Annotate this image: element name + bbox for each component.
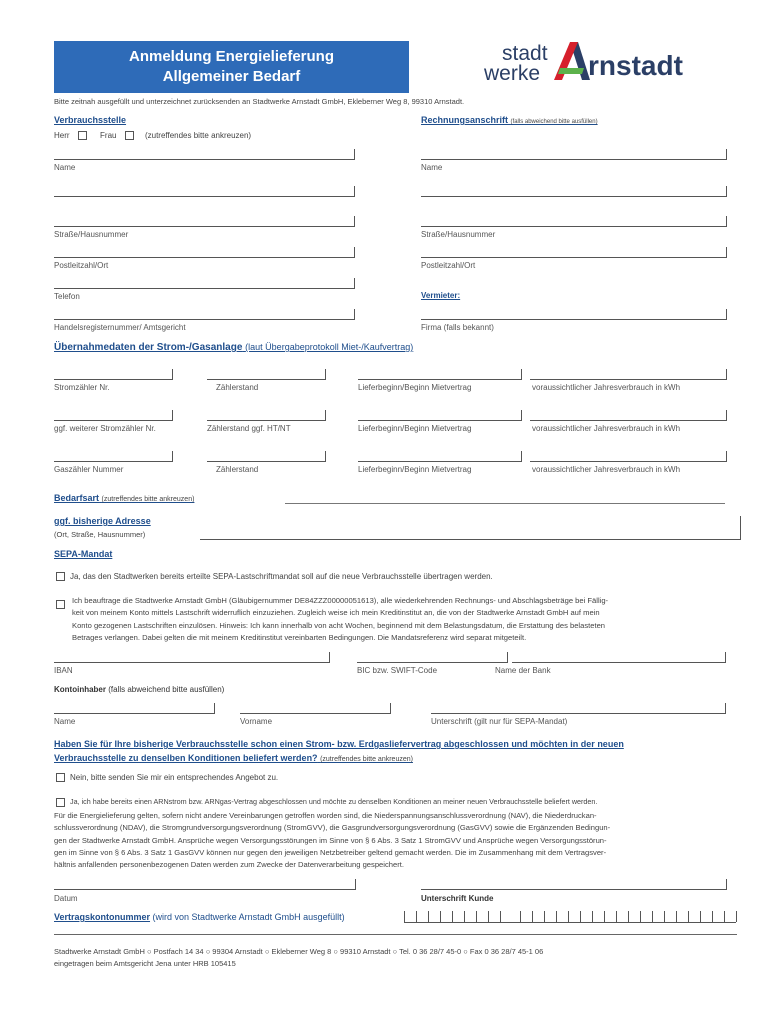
- ra-name2-field[interactable]: [421, 196, 726, 197]
- stadtwerke-logo: [480, 36, 720, 96]
- digit-box-divider: [580, 911, 581, 922]
- field-tick: [325, 369, 326, 380]
- ki-name-field[interactable]: [54, 713, 214, 714]
- datum-field[interactable]: [54, 889, 355, 890]
- gasjahresverbrauch-field[interactable]: [530, 461, 726, 462]
- sepa-text-line: Konto gezogenen Lastschriften einzulösen. Hinweis: Ich kann innerhalb von acht Wochen, beginnend mit dem Belastungsdatum, die Erstattung des belasteten: [72, 620, 606, 630]
- jahresverbrauch2-field[interactable]: [530, 420, 726, 421]
- unterschrift-kunde-field[interactable]: [421, 889, 726, 890]
- field-tick: [354, 149, 355, 160]
- agb-line: Für die Energielieferung gelten, sofern nicht andere Vereinbarungen getroffen worden sind, die Niederspannungsanschlussverordnung (NAV), die Niederdruckan-: [54, 811, 597, 820]
- frau-checkbox[interactable]: [125, 131, 134, 140]
- unterschrift-kunde-label: Unterschrift Kunde: [421, 894, 494, 903]
- herr-checkbox[interactable]: [78, 131, 87, 140]
- bank-label: Name der Bank: [495, 666, 551, 675]
- gaslieferbeginn-field[interactable]: [358, 461, 521, 462]
- agb-line: hältnis anfallenden personenbezogenen Daten werden zum Zwecke der Datenverarbeitung gespeichert.: [54, 860, 404, 870]
- field-tick: [726, 451, 727, 462]
- salutation-row: [54, 131, 251, 140]
- ki-unterschrift-field[interactable]: [431, 713, 725, 714]
- field-tick: [354, 309, 355, 320]
- field-tick: [725, 703, 726, 714]
- vertrag-question-line2: Verbrauchsstelle zu denselben Konditionen beliefert werden?: [54, 753, 318, 763]
- digit-box-divider: [640, 911, 641, 922]
- digit-box-divider: [628, 911, 629, 922]
- vertragskonto-hint: (wird von Stadtwerke Arnstadt GmbH ausgefüllt): [152, 912, 345, 922]
- logo-werke: werke: [484, 62, 541, 85]
- digit-box-divider: [404, 911, 405, 922]
- sepa-option1: [56, 572, 493, 581]
- vertrag-ja-text: Ja, ich habe bereits einen ARNstrom bzw. ARNgas-Vertrag abgeschlossen und möchte zu denselben Konditionen an meiner neuen Verbrauchsstelle beliefert werden.: [70, 797, 598, 806]
- vs-hr-field[interactable]: [54, 319, 354, 320]
- field-tick: [726, 216, 727, 227]
- gaslieferbeginn-label: Lieferbeginn/Beginn Mietvertrag: [358, 465, 472, 474]
- digit-box-divider: [712, 911, 713, 922]
- digit-box-divider: [616, 911, 617, 922]
- logo-arnstadt-text: rnstadt: [588, 50, 683, 81]
- sepa-option1-checkbox[interactable]: [56, 572, 65, 581]
- digit-box-divider: [736, 911, 737, 922]
- bedarfsart-hint: (zutreffendes bitte ankreuzen): [101, 496, 195, 503]
- bisherige-adresse-field[interactable]: [200, 539, 740, 540]
- ra-strasse-field[interactable]: [421, 226, 726, 227]
- logo-a-mark-icon: [552, 40, 592, 82]
- agb-line: gen im Sinne von § 6 Abs. 3 Satz 1 GasGVV können nur gegen den jeweiligen Netzbetreiber geltend gemacht werden. Die im Zusammenhang mit dem Vertragsver-: [54, 847, 607, 857]
- vertrag-question-line1: Haben Sie für Ihre bisherige Verbrauchsstelle schon einen Strom- bzw. Erdgasliefervertrag abgeschlossen und möchten in der neuen: [54, 739, 624, 749]
- field-tick: [325, 451, 326, 462]
- digit-box-divider: [724, 911, 725, 922]
- zaehlerstand2-label: Zählerstand ggf. HT/NT: [207, 424, 291, 433]
- vs-telefon-field[interactable]: [54, 288, 354, 289]
- vertrag-nein-option: [56, 773, 278, 782]
- field-tick: [725, 652, 726, 663]
- digit-box-divider: [464, 911, 465, 922]
- field-tick: [354, 247, 355, 258]
- salutation-hint: (zutreffendes bitte ankreuzen): [144, 131, 252, 140]
- digit-box-divider: [700, 911, 701, 922]
- field-tick: [354, 186, 355, 197]
- uebernahme-heading-text: Übernahmedaten der Strom-/Gasanlage: [54, 342, 243, 353]
- field-tick: [726, 369, 727, 380]
- field-tick: [740, 516, 741, 540]
- return-instruction: Bitte zeitnah ausgefüllt und unterzeichnet zurücksenden an Stadtwerke Arnstadt GmbH, Ekleberner Weg 8, 99310 Arnstadt.: [54, 97, 465, 106]
- ra-firma-field[interactable]: [421, 319, 726, 320]
- vertrag-ja-checkbox[interactable]: [56, 798, 65, 807]
- iban-field[interactable]: [54, 662, 329, 663]
- digit-box-divider: [520, 911, 521, 922]
- footer-registry: eingetragen beim Amtsgericht Jena unter HRB 105415: [54, 959, 236, 968]
- field-tick: [214, 703, 215, 714]
- field-tick: [726, 247, 727, 258]
- vertrag-ja-option: [56, 797, 597, 807]
- stromzaehler2-label: ggf. weiterer Stromzähler Nr.: [54, 424, 156, 433]
- vertragskonto-field[interactable]: [404, 922, 736, 923]
- kontoinhaber-hint: (falls abweichend bitte ausfüllen): [108, 685, 225, 694]
- zaehlerstand2-field[interactable]: [207, 420, 325, 421]
- agb-paragraph: [54, 810, 734, 871]
- gaszaehler-label: Gaszähler Nummer: [54, 465, 124, 474]
- lieferbeginn-label: Lieferbeginn/Beginn Mietvertrag: [358, 383, 472, 392]
- gaszaehler-field[interactable]: [54, 461, 172, 462]
- vs-plz-field[interactable]: [54, 257, 354, 258]
- vermieter-label: Vermieter:: [421, 291, 461, 300]
- field-tick: [521, 369, 522, 380]
- ra-hint: (falls abweichend bitte ausfüllen): [510, 119, 598, 125]
- digit-box-divider: [688, 911, 689, 922]
- stromzaehler-field[interactable]: [54, 379, 172, 380]
- vs-hr-label: Handelsregisternummer/ Amtsgericht: [54, 323, 186, 332]
- gaszaehlerstand-field[interactable]: [207, 461, 325, 462]
- vs-telefon-label: Telefon: [54, 292, 80, 301]
- ki-name-label: Name: [54, 717, 76, 726]
- ra-name-label: Name: [421, 163, 443, 172]
- field-tick: [726, 149, 727, 160]
- vertragskonto-heading: [54, 912, 345, 922]
- digit-box-divider: [592, 911, 593, 922]
- vertragskonto-label: Vertragskontonummer: [54, 912, 151, 922]
- footer-address: Stadtwerke Arnstadt GmbH ○ Postfach 14 34 ○ 99304 Arnstadt ○ Ekleberner Weg 8 ○ 99310 Arnstadt ○ Tel. 0 36 28/7 45-0 ○ Fax 0 36 28/7 45-1 06: [54, 947, 544, 956]
- kontoinhaber-label: Kontoinhaber: [54, 685, 106, 694]
- vertrag-question: [54, 737, 744, 767]
- form-title-line2: Allgemeiner Bedarf: [162, 68, 301, 85]
- vertrag-question-line2-wrap: [54, 751, 744, 767]
- field-tick: [521, 410, 522, 421]
- digit-box-divider: [532, 911, 533, 922]
- jahresverbrauch-label: voraussichtlicher Jahresverbrauch in kWh: [532, 383, 681, 392]
- field-tick: [325, 410, 326, 421]
- bank-field[interactable]: [512, 662, 725, 663]
- form-title-line1: Anmeldung Energielieferung: [128, 48, 335, 65]
- field-tick: [390, 703, 391, 714]
- field-tick: [172, 369, 173, 380]
- sepa-option2-text: [72, 595, 732, 644]
- digit-box-divider: [652, 911, 653, 922]
- digit-box-divider: [500, 911, 501, 922]
- field-tick: [726, 309, 727, 320]
- field-tick: [521, 451, 522, 462]
- lieferbeginn2-field[interactable]: [358, 420, 521, 421]
- vs-name2-field[interactable]: [54, 196, 354, 197]
- ki-unterschrift-label: Unterschrift (gilt nur für SEPA-Mandat): [431, 717, 568, 726]
- digit-box-divider: [416, 911, 417, 922]
- ra-firma-label: Firma (falls bekannt): [421, 323, 494, 332]
- uebernahme-heading: [54, 342, 413, 353]
- digit-box-divider: [664, 911, 665, 922]
- field-tick: [354, 278, 355, 289]
- sepa-option1-text: Ja, das den Stadtwerken bereits erteilte SEPA-Lastschriftmandat soll auf die neue Verbrauchsstelle übertragen werden.: [70, 572, 493, 581]
- digit-box-divider: [452, 911, 453, 922]
- stromzaehler-label: Stromzähler Nr.: [54, 383, 110, 392]
- lieferbeginn2-label: Lieferbeginn/Beginn Mietvertrag: [358, 424, 472, 433]
- bisherige-adresse-heading: ggf. bisherige Adresse: [54, 516, 151, 526]
- field-tick: [329, 652, 330, 663]
- vs-name-field[interactable]: [54, 159, 354, 160]
- bic-label: BIC bzw. SWIFT-Code: [357, 666, 438, 675]
- ra-plz-field[interactable]: [421, 257, 726, 258]
- frau-label: Frau: [100, 131, 117, 140]
- sepa-option2-checkbox[interactable]: [56, 600, 65, 609]
- digit-box-divider: [544, 911, 545, 922]
- kontoinhaber-heading: [54, 685, 224, 694]
- ra-plz-label: Postleitzahl/Ort: [421, 261, 476, 270]
- bedarfsart-heading-text: Bedarfsart: [54, 493, 100, 503]
- field-tick: [726, 879, 727, 890]
- herr-label: Herr: [54, 131, 70, 140]
- ki-vorname-field[interactable]: [240, 713, 390, 714]
- agb-line: gen der Stadtwerke Arnstadt GmbH. Ansprüche wegen Versorgungsstörungen im Sinne von § 6 Abs. 3 Satz 1 StromGVV und Ansprüche wegen Versorgungsstörun-: [54, 835, 607, 845]
- logo-stadt: stadt: [502, 42, 548, 65]
- iban-label: IBAN: [54, 666, 73, 675]
- ra-strasse-label: Straße/Hausnummer: [421, 230, 496, 239]
- vs-name-label: Name: [54, 163, 76, 172]
- bisherige-adresse-hint: (Ort, Straße, Hausnummer): [54, 530, 146, 539]
- digit-box-divider: [428, 911, 429, 922]
- digit-box-divider: [556, 911, 557, 922]
- field-tick: [172, 451, 173, 462]
- verbrauchsstelle-heading: Verbrauchsstelle: [54, 115, 127, 125]
- digit-box-divider: [440, 911, 441, 922]
- field-tick: [354, 216, 355, 227]
- bic-field[interactable]: [357, 662, 507, 663]
- agb-line: schlussverordnung (NDAV), die Stromgrundversorgungsverordnung (StromGVV), die Gasgrundversorgungsverordnung (GasGVV) sowie die Ergänzenden Bedingun-: [54, 823, 611, 833]
- sepa-option2-checkbox-wrap: [56, 596, 70, 614]
- uebernahme-hint: (laut Übergabeprotokoll Miet-/Kaufvertrag): [245, 342, 414, 352]
- sepa-text-line: keit von meinem Konto mittels Lastschrift widerruflich einzuziehen. Zugleich weise ich mein Kreditinstitut an, die von der Stadtwerke Arnstadt GmbH auf mein: [72, 608, 600, 618]
- vertrag-question-hint: (zutreffendes bitte ankreuzen): [320, 756, 413, 763]
- vs-strasse-field[interactable]: [54, 226, 354, 227]
- ki-vorname-label: Vorname: [240, 717, 273, 726]
- field-tick: [355, 879, 356, 890]
- digit-box-divider: [568, 911, 569, 922]
- lieferbeginn-field[interactable]: [358, 379, 521, 380]
- jahresverbrauch2-label: voraussichtlicher Jahresverbrauch in kWh: [532, 424, 681, 433]
- vertrag-nein-checkbox[interactable]: [56, 773, 65, 782]
- field-tick: [726, 410, 727, 421]
- footer-divider: [54, 934, 737, 935]
- vertrag-nein-text: Nein, bitte senden Sie mir ein entsprechendes Angebot zu.: [70, 773, 279, 782]
- vs-plz-label: Postleitzahl/Ort: [54, 261, 109, 270]
- ra-name-field[interactable]: [421, 159, 726, 160]
- datum-label: Datum: [54, 894, 78, 903]
- ra-heading-text: Rechnungsanschrift: [421, 115, 509, 125]
- rechnungsanschrift-heading: [421, 115, 598, 125]
- digit-box-divider: [476, 911, 477, 922]
- bedarfsart-field[interactable]: [285, 503, 725, 504]
- sepa-text-line: Ich beauftrage die Stadtwerke Arnstadt GmbH (Gläubigernummer DE84ZZZ00000051613), alle wiederkehrenden Rechnungs- und Abschlagsbeträge bei Fällig-: [72, 596, 609, 605]
- sepa-text-line: Betrages verlangen. Dabei gelten die mit meinem Kreditinstitut vereinbarten Bedingungen. Die Mandatsreferenz wird separat mitgeteilt.: [72, 632, 527, 642]
- digit-box-divider: [488, 911, 489, 922]
- bedarfsart-heading: [54, 493, 194, 503]
- zaehlerstand-label: Zählerstand: [216, 383, 259, 392]
- vs-strasse-label: Straße/Hausnummer: [54, 230, 129, 239]
- sepa-heading: SEPA-Mandat: [54, 549, 113, 559]
- digit-box-divider: [604, 911, 605, 922]
- form-title: [54, 41, 409, 93]
- field-tick: [726, 186, 727, 197]
- gasjahresverbrauch-label: voraussichtlicher Jahresverbrauch in kWh: [532, 465, 681, 474]
- jahresverbrauch-field[interactable]: [530, 379, 726, 380]
- field-tick: [172, 410, 173, 421]
- stromzaehler2-field[interactable]: [54, 420, 172, 421]
- gaszaehlerstand-label: Zählerstand: [216, 465, 259, 474]
- field-tick: [507, 652, 508, 663]
- zaehlerstand-field[interactable]: [207, 379, 325, 380]
- digit-box-divider: [676, 911, 677, 922]
